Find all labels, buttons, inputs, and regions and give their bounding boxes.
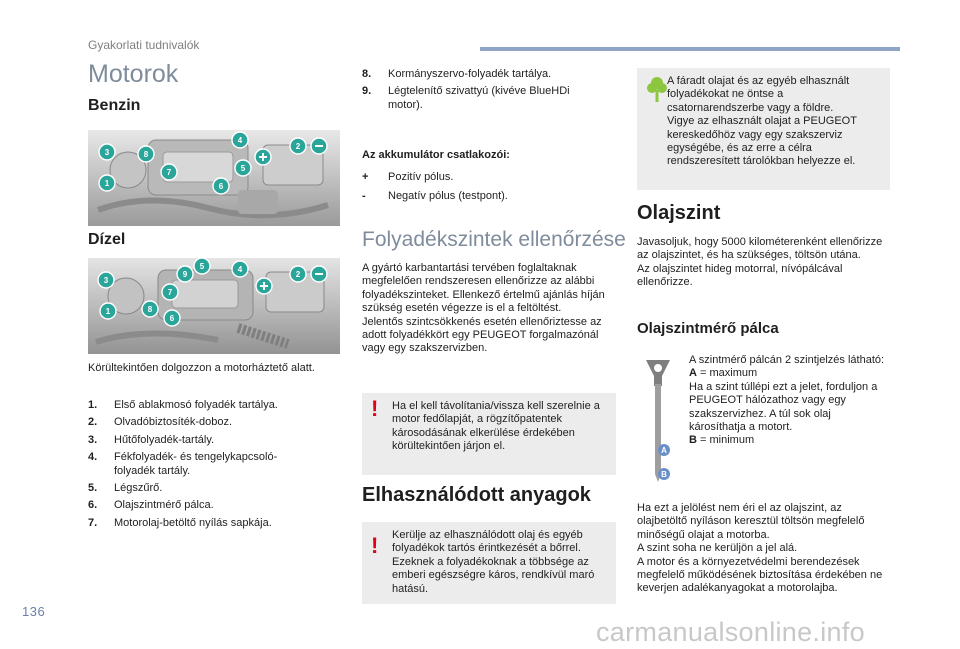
- svg-text:1: 1: [104, 179, 110, 188]
- marker-a: A: [661, 446, 667, 455]
- list-item: 8. Kormányszervo-folyadék tartálya.: [362, 68, 552, 80]
- badge-5: [235, 160, 251, 176]
- caution-text: Körültekintően dolgozzon a motorháztető alatt.: [88, 362, 315, 374]
- palca-max-note: Ha a szint túllépi ezt a jelet, forduljon a PEUGEOT hálózathoz vagy egy szakszervizhez. A túl sok olaj károsíthatja a motort.: [689, 380, 878, 434]
- badge-4: [232, 261, 248, 277]
- benzin-heading: Benzin: [88, 97, 141, 114]
- svg-text:5: 5: [240, 164, 246, 173]
- svg-text:7: 7: [167, 288, 173, 297]
- folyadek-title: Folyadékszintek ellenőrzése: [362, 228, 626, 251]
- minus-terminal-icon: [311, 138, 327, 154]
- dizel-engine-image: [88, 258, 340, 354]
- badge-2: [290, 138, 306, 154]
- list-item: 2. Olvadóbiztosíték-doboz.: [88, 416, 233, 429]
- palca-intro: A szintmérő pálcán 2 szintjelzés látható:: [689, 354, 885, 366]
- badge-3: [99, 144, 115, 160]
- badge-1: [99, 175, 115, 191]
- svg-text:3: 3: [103, 276, 109, 285]
- badge-5: [194, 258, 210, 274]
- dizel-heading: Dízel: [88, 231, 126, 248]
- badge-8: [138, 146, 154, 162]
- list-item: 7. Motorolaj-betöltő nyílás sapkája.: [88, 516, 272, 529]
- olajszint-title: Olajszint: [637, 202, 721, 224]
- badge-1: [100, 303, 116, 319]
- svg-text:5: 5: [199, 262, 205, 271]
- badge-6: [213, 178, 229, 194]
- badge-7: [162, 284, 178, 300]
- warning-icon: !: [371, 533, 379, 558]
- svg-text:8: 8: [147, 305, 153, 314]
- svg-text:3: 3: [104, 148, 110, 157]
- watermark: carmanualsonline.info: [596, 617, 865, 647]
- battery-terminal-list: [362, 171, 602, 204]
- svg-text:7: 7: [166, 168, 172, 177]
- engine-component-list-continued: [362, 68, 602, 116]
- engine-component-list: [88, 399, 338, 534]
- warning-icon: !: [371, 396, 379, 421]
- svg-text:9: 9: [182, 270, 188, 279]
- benzin-engine-image: [88, 130, 340, 226]
- dizel-badges: [88, 258, 340, 354]
- svg-text:4: 4: [237, 265, 243, 274]
- page-number: 136: [22, 604, 46, 619]
- battery-title: Az akkumulátor csatlakozói:: [362, 149, 510, 161]
- olajszint-text: Javasoljuk, hogy 5000 kilométerenként ellenőrizze az olajszintet, és ha szükséges, töltsön utána. Az olajszintet hideg motorral, nívópálcával ellenőrizze.: [637, 236, 883, 289]
- palca-levels: [689, 354, 889, 448]
- badge-4: [232, 132, 248, 148]
- svg-text:6: 6: [218, 182, 224, 191]
- marker-b: B: [661, 470, 667, 479]
- list-item: + Pozitív pólus.: [362, 171, 454, 183]
- elhasznalt-warning-text: Kerülje az elhasználódott olaj és egyéb folyadékok tartós érintkezését a bőrrel. Ezeknek a folyadékoknak a többsége az emberi egészségre káros, rendkívül maró hatású.: [392, 529, 595, 595]
- header-accent-bar: [480, 47, 900, 51]
- badge-7: [161, 164, 177, 180]
- badge-6: [164, 310, 180, 326]
- svg-text:4: 4: [237, 136, 243, 145]
- svg-text:2: 2: [295, 270, 301, 279]
- eco-notice-box: [637, 68, 890, 190]
- minus-terminal-icon: [311, 266, 327, 282]
- motorok-column: [88, 60, 342, 115]
- elhasznalt-warning-box: [362, 522, 616, 604]
- dipstick-icon: [640, 356, 680, 486]
- plus-terminal-icon: [256, 278, 272, 294]
- folyadek-warning-box: [362, 393, 616, 475]
- palca-max-line: A = maximum: [689, 367, 758, 380]
- list-item: 9. Légtelenítő szivattyú (kivéve BlueHDi motor).: [362, 85, 570, 111]
- palca-min-line: B = minimum: [689, 434, 755, 447]
- benzin-badges: [88, 130, 340, 226]
- svg-text:8: 8: [143, 150, 149, 159]
- tree-icon: [647, 76, 667, 104]
- badge-3: [98, 272, 114, 288]
- header-section-label: Gyakorlati tudnivalók: [88, 38, 200, 52]
- svg-text:1: 1: [105, 307, 111, 316]
- list-item: 4. Fékfolyadék- és tengelykapcsoló-folyadék tartály.: [88, 451, 278, 477]
- folyadek-warning-text: Ha el kell távolítania/vissza kell szerelnie a motor fedőlapját, a rögzítőpatentek károsodásának elkerülése érdekében körültekintően járjon el.: [392, 400, 600, 453]
- folyadek-text: A gyártó karbantartási tervében foglaltaknak megfelelően rendszeresen ellenőrizze az alábbi folyadékszinteket. Ellenkező értelmű ajánlás híján szükség esetén végezze is el a feltöltést. Jelentős szintcsökkenés esetén ellenőriztesse az adott folyadékkört egy PEUGEOT forgalmazónál vagy egy szakszervizben.: [362, 262, 605, 355]
- list-item: - Negatív pólus (testpont).: [362, 190, 508, 203]
- badge-2: [290, 266, 306, 282]
- elhasznalt-title: Elhasználódott anyagok: [362, 484, 591, 506]
- badge-9: [177, 266, 193, 282]
- list-item: 6. Olajszintmérő pálca.: [88, 499, 214, 512]
- badge-8: [142, 301, 158, 317]
- palca-title: Olajszintmérő pálca: [637, 320, 779, 337]
- svg-text:2: 2: [295, 142, 301, 151]
- list-item: 5. Légszűrő.: [88, 482, 163, 495]
- plus-terminal-icon: [255, 149, 271, 165]
- eco-notice-text: A fáradt olajat és az egyéb elhasznált folyadékokat ne öntse a csatornarendszerbe vagy a földre. Vigye az elhasznált olajat a PEUGEOT kereskedőhöz vagy egy szakszerviz egységébe, és az erre a célra rendszeresített tárolókban helyezze el.: [667, 75, 857, 168]
- motorok-title: Motorok: [88, 60, 179, 88]
- list-item: 1. Első ablakmosó folyadék tartálya.: [88, 399, 278, 411]
- list-item: 3. Hűtőfolyadék-tartály.: [88, 433, 215, 446]
- palca-text: Ha ezt a jelölést nem éri el az olajszint, az olajbetöltő nyíláson keresztül töltsön megfelelő minőségű olajat a motorba. A szint soha ne kerüljön a jel alá. A motor és a környezetvédelmi berendezések megfelelő működésének biztosítása érdekében ne keverjen adalékanyagokat a motorolajba.: [637, 502, 883, 595]
- svg-text:6: 6: [169, 314, 175, 323]
